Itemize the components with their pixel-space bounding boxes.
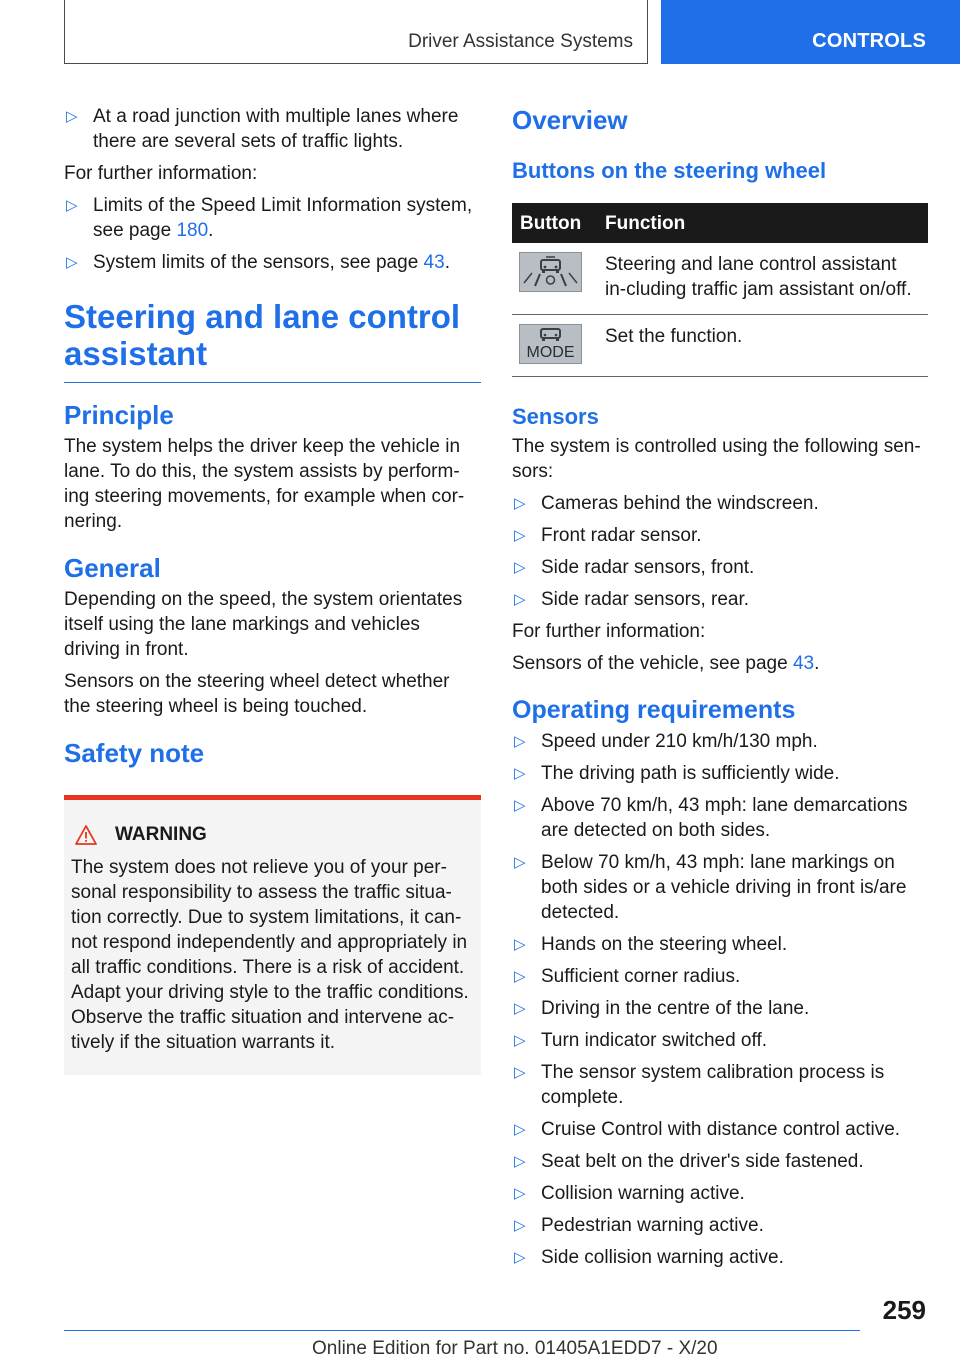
bullet-triangle-icon: ▷ bbox=[514, 854, 526, 871]
sensors-intro: The system is controlled using the following sen-sors: bbox=[512, 436, 921, 482]
further-info-label: For further information: bbox=[512, 621, 706, 642]
general-heading: General bbox=[64, 553, 161, 583]
bullet-triangle-icon: ▷ bbox=[514, 1000, 526, 1017]
list-item-text: Speed under 210 km/h/130 mph. bbox=[541, 731, 818, 752]
sensors-heading: Sensors bbox=[512, 404, 599, 429]
mode-label: MODE bbox=[526, 344, 575, 361]
table-header: Button bbox=[512, 203, 597, 243]
list-item: ▷ At a road junction with multiple lanes where there are several sets of traffic lights. bbox=[66, 106, 459, 152]
list-item-text: Collision warning active. bbox=[541, 1183, 745, 1204]
buttons-heading: Buttons on the steering wheel bbox=[512, 158, 827, 183]
header-chapter-tab bbox=[661, 0, 960, 64]
bullet-triangle-icon: ▷ bbox=[66, 254, 78, 271]
further-info-label: For further information: bbox=[64, 163, 258, 184]
page-link[interactable]: 43 bbox=[423, 252, 445, 273]
left-column bbox=[64, 104, 481, 1075]
list-item-text: Cameras behind the windscreen. bbox=[541, 493, 819, 514]
list-item-text: The sensor system calibration process is complete. bbox=[541, 1062, 885, 1108]
bullet-triangle-icon: ▷ bbox=[514, 1217, 526, 1234]
bullet-triangle-icon: ▷ bbox=[514, 1064, 526, 1081]
table-row bbox=[512, 315, 928, 377]
header-section-box bbox=[64, 0, 648, 64]
function-text: Set the function. bbox=[597, 315, 928, 377]
list-item bbox=[512, 932, 928, 957]
sensors-list bbox=[512, 491, 928, 612]
overview-heading: Overview bbox=[512, 105, 628, 135]
list-item-text: Below 70 km/h, 43 mph: lane markings on both sides or a vehicle driving in front is/are detected. bbox=[541, 852, 907, 923]
table-row bbox=[512, 243, 928, 315]
list-item bbox=[512, 491, 928, 516]
bullet-triangle-icon: ▷ bbox=[514, 1121, 526, 1138]
warning-text: The system does not relieve you of your per-sonal responsibility to assess the traffic situa-tion correctly. Due to system limitations, it can-not respond independently and appropriately in all traffic conditions. There is a risk of accident. Adapt your driving style to the traffic conditions. Observe the traffic situation and intervene ac-tively if the situation warrants it. bbox=[71, 857, 469, 1053]
bullet-triangle-icon: ▷ bbox=[514, 1249, 526, 1266]
bullet-triangle-icon: ▷ bbox=[514, 765, 526, 782]
bullet-triangle-icon: ▷ bbox=[514, 591, 526, 608]
warning-triangle-icon bbox=[71, 824, 115, 846]
list-item bbox=[512, 523, 928, 548]
page-link[interactable]: 180 bbox=[176, 220, 209, 241]
safety-heading: Safety note bbox=[64, 738, 205, 768]
bullet-triangle-icon: ▷ bbox=[514, 1185, 526, 1202]
list-item bbox=[512, 555, 928, 580]
header-section-title: Driver Assistance Systems bbox=[408, 31, 633, 52]
list-item-text: Seat belt on the driver's side fastened. bbox=[541, 1151, 864, 1172]
list-item-text: Sufficient corner radius. bbox=[541, 966, 741, 987]
list-item bbox=[512, 996, 928, 1021]
list-item-text: Front radar sensor. bbox=[541, 525, 702, 546]
list-item-text: Turn indicator switched off. bbox=[541, 1030, 767, 1051]
list-item bbox=[512, 761, 928, 786]
header-chapter-title: CONTROLS bbox=[812, 30, 926, 52]
list-item-text: Hands on the steering wheel. bbox=[541, 934, 788, 955]
list-item: ▷ System limits of the sensors, see page 43. bbox=[66, 252, 450, 273]
principle-text: The system helps the driver keep the vehicle in lane. To do this, the system assists by perform-ing steering movements, for example when cor-nering. bbox=[64, 436, 465, 532]
list-item-text: The driving path is sufficiently wide. bbox=[541, 763, 840, 784]
list-item-text: Side collision warning active. bbox=[541, 1247, 784, 1268]
list-item bbox=[512, 729, 928, 754]
list-item: ▷ Limits of the Speed Limit Information system, see page 180. bbox=[66, 195, 473, 241]
bullet-triangle-icon: ▷ bbox=[66, 197, 78, 214]
bullet-triangle-icon: ▷ bbox=[514, 797, 526, 814]
footer-edition: Online Edition for Part no. 01405A1EDD7 - X/20 bbox=[312, 1338, 718, 1359]
list-item-text: Side radar sensors, rear. bbox=[541, 589, 750, 610]
general-text: Depending on the speed, the system orientates itself using the lane markings and vehicles driving in front. bbox=[64, 589, 463, 660]
function-text: Steering and lane control assistant in-cluding traffic jam assistant on/off. bbox=[597, 243, 928, 315]
list-item bbox=[512, 1028, 928, 1053]
list-item bbox=[512, 850, 928, 925]
list-item-text: Cruise Control with distance control active. bbox=[541, 1119, 901, 1140]
page-number: 259 bbox=[882, 1295, 926, 1325]
page-link[interactable]: 43 bbox=[792, 653, 815, 674]
list-item bbox=[512, 1213, 928, 1238]
list-item bbox=[512, 1245, 928, 1270]
operating-list bbox=[512, 729, 928, 1270]
buttons-table bbox=[512, 203, 928, 377]
section-title: Steering and lane control assistant bbox=[64, 298, 461, 372]
list-item bbox=[512, 1149, 928, 1174]
principle-heading: Principle bbox=[64, 400, 174, 430]
bullet-triangle-icon: ▷ bbox=[514, 559, 526, 576]
list-item bbox=[512, 964, 928, 989]
right-column bbox=[512, 104, 928, 1277]
section-divider bbox=[64, 372, 481, 383]
lane-assist-button-icon bbox=[519, 252, 582, 292]
bullet-triangle-icon: ▷ bbox=[514, 527, 526, 544]
list-item-text: Pedestrian warning active. bbox=[541, 1215, 764, 1236]
bullet-triangle-icon: ▷ bbox=[514, 1153, 526, 1170]
bullet-triangle-icon: ▷ bbox=[514, 936, 526, 953]
warning-box bbox=[64, 795, 481, 1075]
footer-divider bbox=[64, 1330, 860, 1331]
warning-label: WARNING bbox=[115, 824, 207, 845]
list-item-text: Driving in the centre of the lane. bbox=[541, 998, 810, 1019]
table-header: Function bbox=[597, 203, 928, 243]
bullet-triangle-icon: ▷ bbox=[66, 108, 78, 125]
list-item bbox=[512, 793, 928, 843]
list-item bbox=[512, 1117, 928, 1142]
list-item bbox=[512, 1060, 928, 1110]
list-item bbox=[512, 587, 928, 612]
bullet-triangle-icon: ▷ bbox=[514, 733, 526, 750]
mode-button-icon bbox=[519, 324, 582, 364]
bullet-triangle-icon: ▷ bbox=[514, 968, 526, 985]
bullet-triangle-icon: ▷ bbox=[514, 1032, 526, 1049]
sensors-reference: Sensors of the vehicle, see page 43. bbox=[512, 653, 820, 674]
operating-heading: Operating requirements bbox=[512, 696, 796, 724]
list-item bbox=[512, 1181, 928, 1206]
list-item-text: Side radar sensors, front. bbox=[541, 557, 755, 578]
general-text: Sensors on the steering wheel detect whether the steering wheel is being touched. bbox=[64, 671, 450, 717]
list-item-text: Above 70 km/h, 43 mph: lane demarcations are detected on both sides. bbox=[541, 795, 908, 841]
bullet-triangle-icon: ▷ bbox=[514, 495, 526, 512]
